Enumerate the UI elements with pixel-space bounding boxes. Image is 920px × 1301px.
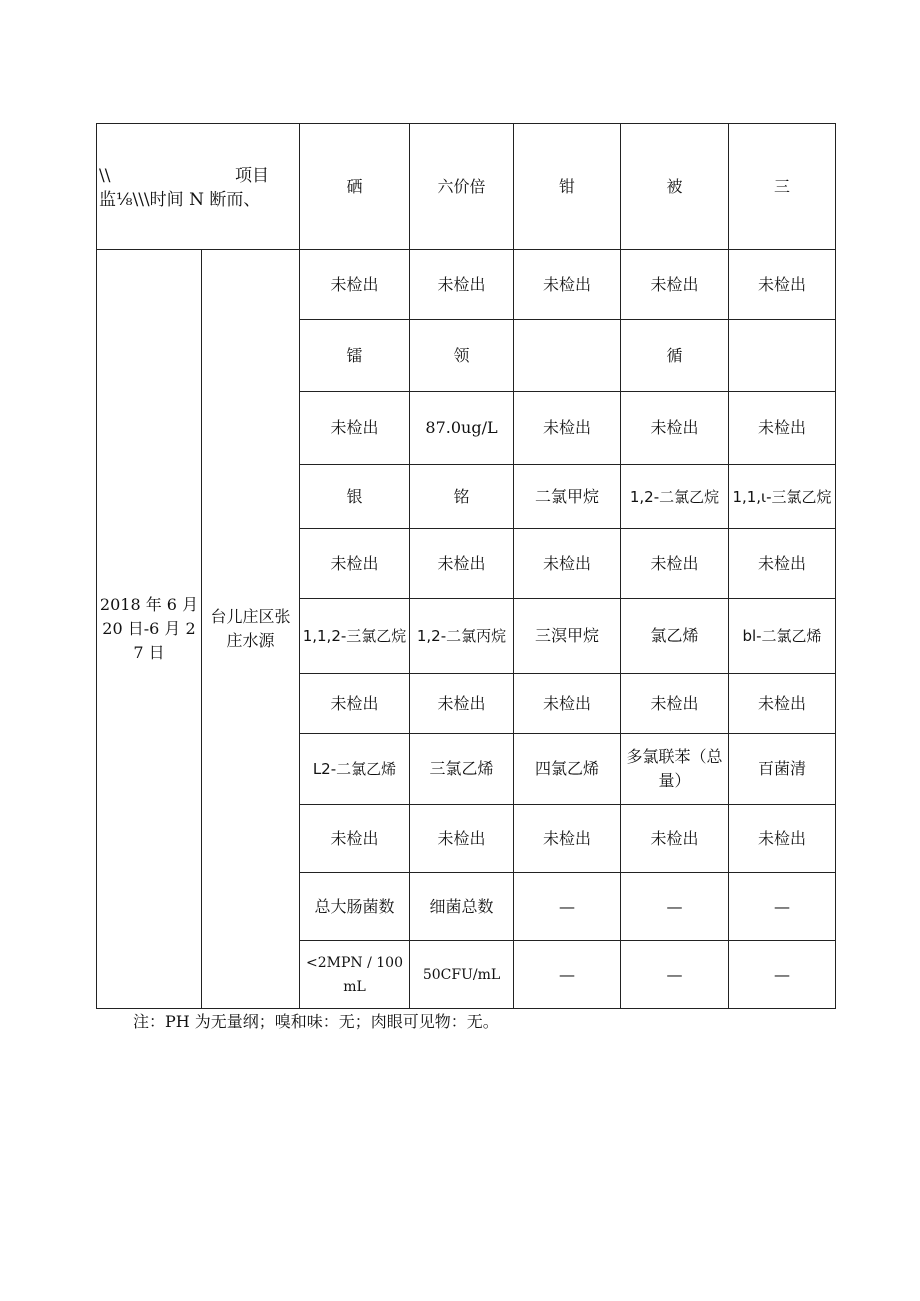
table-cell: 1,1,ι-三氯乙烷 xyxy=(729,465,836,529)
table-cell: 未检出 xyxy=(300,674,410,734)
date-cell: 2018 年 6 月 20 日-6 月 27 日 xyxy=(97,250,202,1009)
site-cell: 台儿庄区张庄水源 xyxy=(202,250,300,1009)
table-cell: — xyxy=(514,941,621,1009)
table-cell: 未检出 xyxy=(410,674,514,734)
table-cell: 未检出 xyxy=(514,392,621,465)
table-cell: 未检出 xyxy=(621,529,729,599)
header-corner-labels xyxy=(99,164,260,212)
table-cell: 细菌总数 xyxy=(410,873,514,941)
table-cell: 银 xyxy=(300,465,410,529)
table-cell: 三溟甲烷 xyxy=(514,599,621,674)
header-corner-cell xyxy=(97,124,300,250)
header-col-2: 六价倍 xyxy=(410,124,514,250)
table-cell: 未检出 xyxy=(410,805,514,873)
table-cell: 未检出 xyxy=(410,529,514,599)
table-cell: 多氯联苯（总量） xyxy=(621,734,729,805)
table-cell: 镭 xyxy=(300,320,410,392)
header-row xyxy=(97,124,836,250)
table-cell: 未检出 xyxy=(621,250,729,320)
table-cell xyxy=(729,320,836,392)
monitoring-table xyxy=(96,123,836,1009)
table-cell: 未检出 xyxy=(621,392,729,465)
table-cell: — xyxy=(621,873,729,941)
table-cell: 未检出 xyxy=(514,805,621,873)
table-cell: 未检出 xyxy=(729,529,836,599)
header-col-4: 被 xyxy=(621,124,729,250)
table-cell: 未检出 xyxy=(514,529,621,599)
header-corner-line2: 监⅛\\\时间 N 断而、 xyxy=(99,190,261,210)
header-col-3: 钳 xyxy=(514,124,621,250)
table-cell: 1,1,2-三氯乙烷 xyxy=(300,599,410,674)
table-cell: 领 xyxy=(410,320,514,392)
table-cell: — xyxy=(514,873,621,941)
table-cell: 未检出 xyxy=(410,250,514,320)
table-cell: <2MPN / 100mL xyxy=(300,941,410,1009)
table-cell: — xyxy=(729,941,836,1009)
table-cell: 87.0ug/L xyxy=(410,392,514,465)
table-cell: 未检出 xyxy=(300,805,410,873)
table-cell: 百菌清 xyxy=(729,734,836,805)
table-cell: L2-二氯乙烯 xyxy=(300,734,410,805)
table-cell: 总大肠菌数 xyxy=(300,873,410,941)
table-cell: 未检出 xyxy=(514,674,621,734)
table-cell: 未检出 xyxy=(729,392,836,465)
table-cell: 铭 xyxy=(410,465,514,529)
table-cell: 1,2-二氯乙烷 xyxy=(621,465,729,529)
table-cell: 四氯乙烯 xyxy=(514,734,621,805)
table-cell: 未检出 xyxy=(729,250,836,320)
table-cell: 未检出 xyxy=(621,805,729,873)
table-cell: 未检出 xyxy=(514,250,621,320)
table-cell: 二氯甲烷 xyxy=(514,465,621,529)
header-col-5: 三 xyxy=(729,124,836,250)
table-row xyxy=(97,250,836,320)
table-cell: 未检出 xyxy=(729,674,836,734)
footnote: 注：PH 为无量纲；嗅和味：无；肉眼可见物：无。 xyxy=(133,1012,499,1031)
table-cell: 未检出 xyxy=(300,250,410,320)
table-cell: bl-二氯乙烯 xyxy=(729,599,836,674)
table-cell: 未检出 xyxy=(729,805,836,873)
table-cell: 循 xyxy=(621,320,729,392)
table-cell xyxy=(514,320,621,392)
table-cell: 三氯乙烯 xyxy=(410,734,514,805)
table-cell: 氯乙烯 xyxy=(621,599,729,674)
header-item-label: 项目 xyxy=(235,166,269,186)
table-cell: 1,2-二氯丙烷 xyxy=(410,599,514,674)
table-cell: 未检出 xyxy=(621,674,729,734)
header-col-1: 硒 xyxy=(300,124,410,250)
header-corner-line1: \\ xyxy=(99,166,111,186)
table-cell: — xyxy=(729,873,836,941)
table-cell: — xyxy=(621,941,729,1009)
table-cell: 未检出 xyxy=(300,392,410,465)
table-cell: 未检出 xyxy=(300,529,410,599)
table-cell: 50CFU/mL xyxy=(410,941,514,1009)
